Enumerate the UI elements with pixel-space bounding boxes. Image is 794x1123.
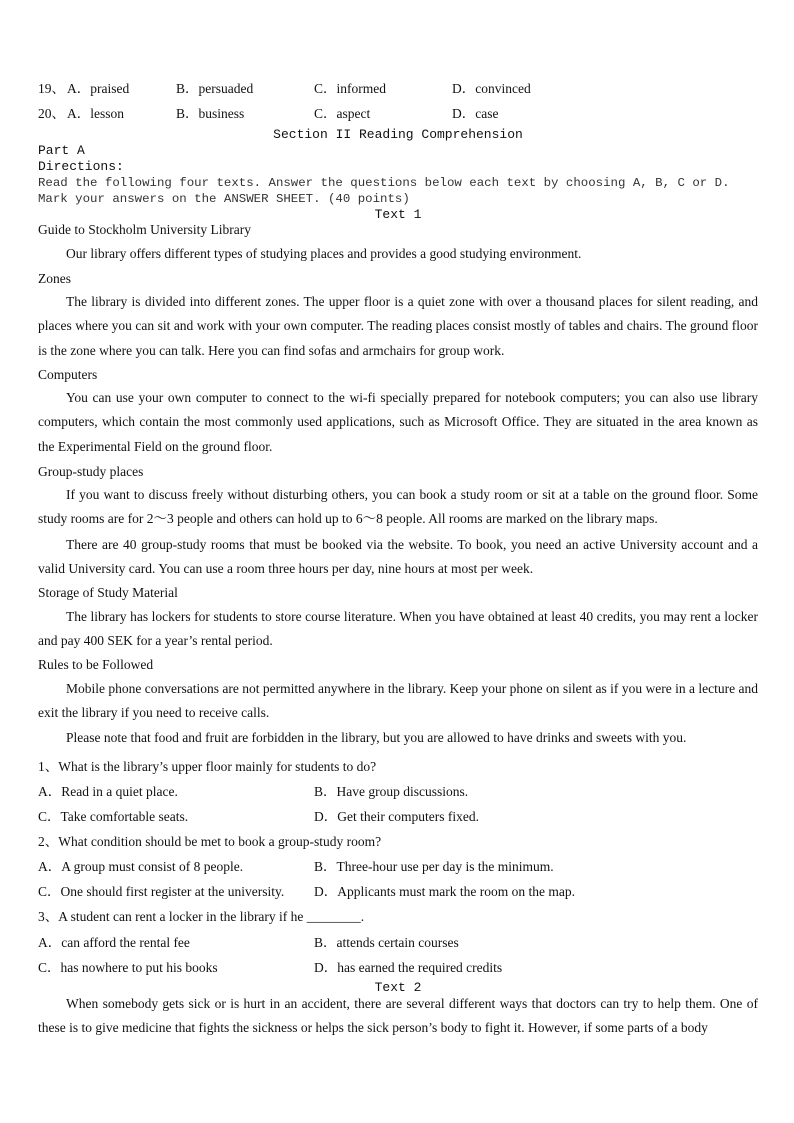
group-text-2: There are 40 group-study rooms that must be booked via the website. To book, you need an active University account and a valid University card. You can use a room three hours per day, nine hours at most per week.: [38, 537, 758, 577]
question-2-stem: 2、What condition should be met to book a group-study room?: [38, 834, 382, 849]
option-d: D．convinced: [452, 81, 531, 96]
group-heading: Group-study places: [38, 464, 144, 479]
question-number: 20、: [38, 106, 65, 121]
option-b: B．persuaded: [176, 81, 254, 96]
zones-text: The library is divided into different zones. The upper floor is a quiet zone with over a thousand places for silent reading, and places where you can sit and work with your own computer. The reading places consist mostly of tables and chairs. The ground floor is the zone where you can talk. Here you can find sofas and armchairs for group work.: [38, 294, 758, 358]
question-19: [38, 77, 758, 95]
option-b: B．business: [176, 106, 245, 121]
computers-text: You can use your own computer to connect to the wi-fi specially prepared for notebook computers; you can also use library computers, which contain the most commonly used applications, such as Microsoft Office. They are situated in the area known as the Experimental Field on the ground floor.: [38, 390, 758, 454]
part-label: Part A: [38, 143, 85, 158]
option-c: C．Take comfortable seats.: [38, 809, 189, 824]
group-text-1: If you want to discuss freely without disturbing others, you can book a study room or sit at a table on the ground floor. Some study rooms are for 2～3 people and others can hold up to 6～8 people. All rooms are marked on the library maps.: [38, 487, 758, 527]
text2-paragraph: When somebody gets sick or is hurt in an accident, there are several different ways that doctors can try to help them. One of these is to give medicine that fights the sickness or helps the sick person’s body to fight it. However, if some parts of a body: [38, 996, 758, 1036]
rules-heading: Rules to be Followed: [38, 657, 154, 672]
storage-text: The library has lockers for students to store course literature. When you have obtained at least 40 credits, you may rent a locker and pay 400 SEK for a year’s rental period.: [38, 609, 758, 649]
option-a: A．praised: [67, 81, 130, 96]
rules-text-1: Mobile phone conversations are not permitted anywhere in the library. Keep your phone on silent as if you were in a lecture and exit the library if you need to receive calls.: [38, 681, 758, 721]
question-1-stem: 1、What is the library’s upper floor mainly for students to do?: [38, 759, 377, 774]
option-d: D．has earned the required credits: [314, 960, 503, 975]
computers-heading: Computers: [38, 367, 98, 382]
option-c: C．One should first register at the university.: [38, 884, 285, 899]
text2-heading: Text 2: [374, 980, 422, 995]
question-number: 19、: [38, 81, 65, 96]
option-b: B．Have group discussions.: [314, 784, 469, 799]
option-b: B．attends certain courses: [314, 935, 459, 950]
option-a: A．A group must consist of 8 people.: [38, 859, 244, 874]
option-c: C．has nowhere to put his books: [38, 960, 218, 975]
question-1-options-row2: [38, 805, 758, 823]
directions-text: Read the following four texts. Answer the questions below each text by choosing A, B, C or D. Mark your answers on the ANSWER SHEET. (40 points): [38, 176, 730, 206]
text1-title: Guide to Stockholm University Library: [38, 222, 251, 237]
option-a: A．lesson: [67, 106, 124, 121]
text1-heading: Text 1: [374, 207, 422, 222]
question-1-options-row1: [38, 780, 758, 798]
question-3-options-row1: [38, 931, 758, 949]
option-d: D．case: [452, 106, 499, 121]
option-c: C．aspect: [314, 106, 371, 121]
option-d: D．Get their computers fixed.: [314, 809, 479, 824]
section-title: Section II Reading Comprehension: [273, 127, 523, 142]
storage-heading: Storage of Study Material: [38, 585, 178, 600]
text1-intro: Our library offers different types of studying places and provides a good studying environment.: [66, 246, 582, 261]
option-d: D．Applicants must mark the room on the map.: [314, 884, 575, 899]
option-a: A．can afford the rental fee: [38, 935, 190, 950]
directions-label: Directions:: [38, 159, 124, 174]
option-b: B．Three-hour use per day is the minimum.: [314, 859, 554, 874]
option-a: A．Read in a quiet place.: [38, 784, 178, 799]
question-20: [38, 102, 758, 120]
question-2-options-row2: [38, 880, 758, 898]
question-3-stem: 3、A student can rent a locker in the library if he ________.: [38, 909, 365, 924]
rules-text-2: Please note that food and fruit are forbidden in the library, but you are allowed to have drinks and sweets with you.: [66, 730, 687, 745]
question-2-options-row1: [38, 855, 758, 873]
zones-heading: Zones: [38, 271, 71, 286]
question-3-options-row2: [38, 956, 758, 974]
option-c: C．informed: [314, 81, 386, 96]
